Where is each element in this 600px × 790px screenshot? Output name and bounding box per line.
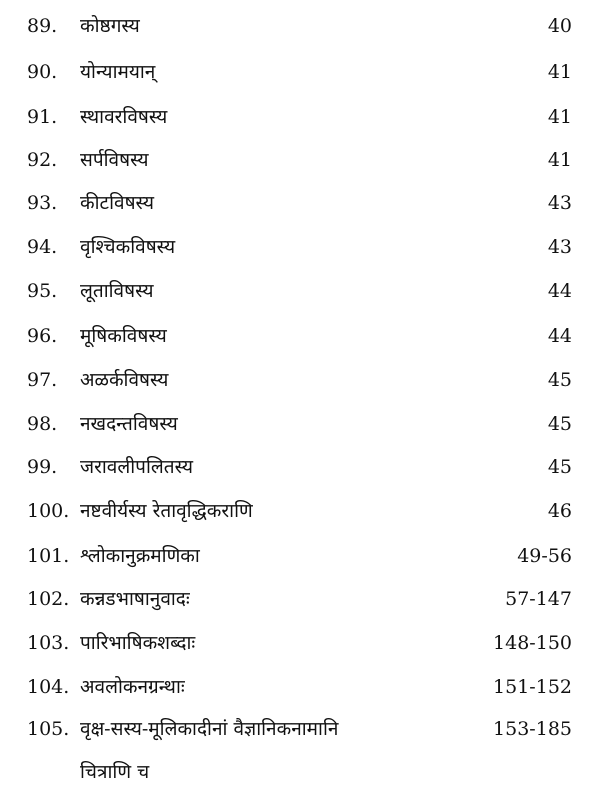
- toc-entry: [0, 538, 600, 574]
- entry-title: वृश्चिकविषस्य: [80, 236, 176, 258]
- toc-entry: [0, 318, 600, 354]
- entry-page: 41: [547, 106, 572, 128]
- entry-title: कीटविषस्य: [80, 192, 154, 214]
- entry-page: 43: [547, 192, 572, 214]
- entry-title: अवलोकनग्रन्थाः: [80, 676, 185, 698]
- entry-title: कोष्ठगस्य: [80, 15, 140, 37]
- entry-page: 151-152: [493, 676, 572, 698]
- entry-title: अळर्कविषस्य: [80, 369, 169, 391]
- entry-title: लूताविषस्य: [80, 280, 154, 302]
- toc-entry: [0, 54, 600, 90]
- toc-entry: [0, 99, 600, 135]
- toc-entry: [0, 273, 600, 309]
- entry-page: 45: [547, 413, 572, 435]
- entry-page: 57-147: [505, 588, 572, 610]
- entry-page: 46: [547, 500, 572, 522]
- entry-title: योन्यामयान्: [80, 61, 156, 83]
- entry-number: 89.: [27, 15, 58, 37]
- entry-page: 44: [547, 280, 572, 302]
- toc-entry: [0, 449, 600, 485]
- entry-page: 40: [547, 15, 572, 37]
- entry-page: 148-150: [493, 632, 572, 654]
- entry-page: 45: [547, 369, 572, 391]
- entry-number: 94.: [27, 236, 58, 258]
- entry-title: स्थावरविषस्य: [80, 106, 168, 128]
- toc-entry: [0, 581, 600, 617]
- entry-title: नखदन्तविषस्य: [80, 413, 178, 435]
- entry-title: पारिभाषिकशब्दाः: [80, 632, 196, 654]
- entry-number: 99.: [27, 456, 58, 478]
- entry-number: 91.: [27, 106, 58, 128]
- entry-number: 93.: [27, 192, 58, 214]
- toc-entry: [0, 185, 600, 221]
- toc-entry: [0, 669, 600, 705]
- entry-number: 98.: [27, 413, 58, 435]
- entry-number: 104.: [27, 676, 70, 698]
- toc-entry: [0, 362, 600, 398]
- entry-number: 90.: [27, 61, 58, 83]
- toc-entry: [0, 493, 600, 529]
- entry-title: श्लोकानुक्रमणिका: [80, 545, 200, 567]
- entry-title: वृक्ष-सस्य-मूलिकादीनां वैज्ञानिकनामानि: [80, 718, 339, 740]
- entry-number: 96.: [27, 325, 58, 347]
- toc-entry: [0, 229, 600, 265]
- entry-number: 101.: [27, 545, 70, 567]
- toc-entry: [0, 142, 600, 178]
- entry-page: 43: [547, 236, 572, 258]
- entry-page: 49-56: [517, 545, 572, 567]
- entry-number: 103.: [27, 632, 70, 654]
- entry-number: 97.: [27, 369, 58, 391]
- entry-page: 45: [547, 456, 572, 478]
- toc-entry: [0, 625, 600, 661]
- entry-title: मूषिकविषस्य: [80, 325, 167, 347]
- entry-page: 44: [547, 325, 572, 347]
- entry-number: 102.: [27, 588, 70, 610]
- entry-page: 41: [547, 61, 572, 83]
- entry-title: जरावलीपलितस्य: [80, 456, 193, 478]
- entry-number: 92.: [27, 149, 58, 171]
- entry-title-continuation: चित्राणि च: [80, 761, 150, 783]
- entry-title: कन्नडभाषानुवादः: [80, 588, 190, 610]
- entry-number: 100.: [27, 500, 70, 522]
- entry-number: 95.: [27, 280, 58, 302]
- toc-entry: [0, 711, 600, 747]
- entry-number: 105.: [27, 718, 70, 740]
- toc-entry: [0, 406, 600, 442]
- toc-entry: [0, 8, 600, 44]
- entry-title: सर्पविषस्य: [80, 149, 149, 171]
- entry-page: 41: [547, 149, 572, 171]
- entry-page: 153-185: [493, 718, 572, 740]
- entry-title: नष्टवीर्यस्य रेतावृद्धिकराणि: [80, 500, 253, 522]
